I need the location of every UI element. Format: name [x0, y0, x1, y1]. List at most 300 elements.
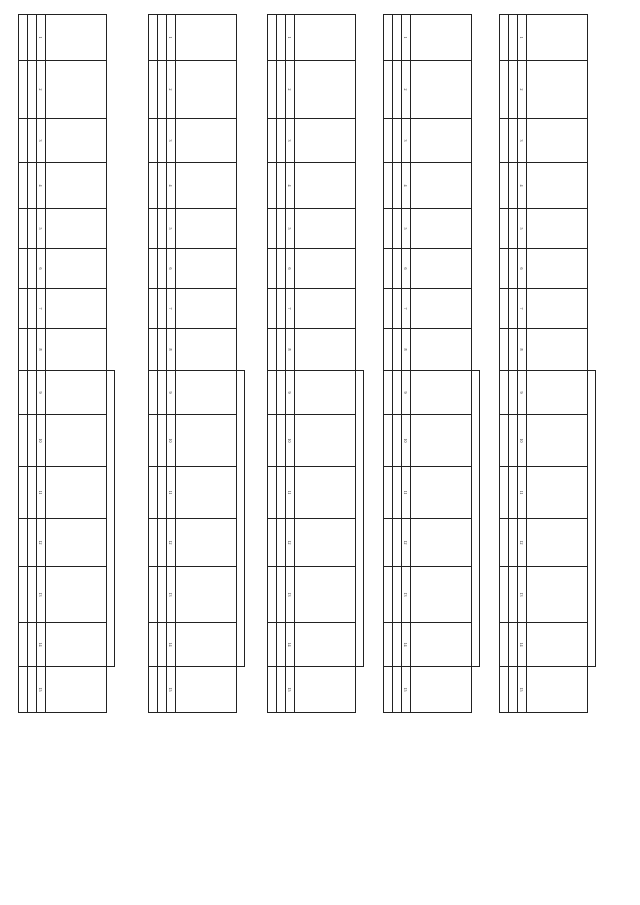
column-number: 10: [402, 415, 411, 467]
table-cell[interactable]: [268, 15, 277, 61]
column-header: [46, 415, 107, 467]
table-cell[interactable]: [19, 119, 28, 163]
table-cell[interactable]: [277, 249, 286, 289]
column-number: 4: [286, 163, 295, 209]
table-cell[interactable]: [384, 119, 393, 163]
column-header: [411, 623, 472, 667]
column-header: [295, 119, 356, 163]
table-cell[interactable]: [277, 667, 286, 713]
column-number: 12: [37, 519, 46, 567]
table-cell[interactable]: [28, 371, 37, 415]
column-header: [411, 15, 472, 61]
column-number: 14: [37, 623, 46, 667]
table-cell[interactable]: [28, 15, 37, 61]
table-cell[interactable]: [268, 329, 277, 371]
column-header: [295, 163, 356, 209]
table-cell[interactable]: [149, 567, 158, 623]
table-cell[interactable]: [500, 371, 509, 415]
column-header: [411, 289, 472, 329]
column-header: [176, 329, 237, 371]
table-cell[interactable]: [19, 371, 28, 415]
table-cell[interactable]: [384, 415, 393, 467]
table-cell[interactable]: [28, 61, 37, 119]
table-cell[interactable]: [268, 209, 277, 249]
column-header: [46, 371, 107, 415]
column-number: 1: [286, 15, 295, 61]
table-cell[interactable]: [19, 329, 28, 371]
table-cell[interactable]: [277, 467, 286, 519]
column-number: 5: [402, 209, 411, 249]
table-cell[interactable]: [19, 519, 28, 567]
table-cell[interactable]: [500, 61, 509, 119]
column-number: 8: [167, 329, 176, 371]
table-cell[interactable]: [28, 289, 37, 329]
table-cell[interactable]: [268, 61, 277, 119]
table-cell[interactable]: [500, 467, 509, 519]
table-cell[interactable]: [393, 249, 402, 289]
table-cell[interactable]: [149, 289, 158, 329]
column-number: 14: [402, 623, 411, 667]
table-cell[interactable]: [277, 209, 286, 249]
column-number: 13: [37, 567, 46, 623]
column-header: [46, 623, 107, 667]
table-cell[interactable]: [158, 519, 167, 567]
table-cell[interactable]: [158, 119, 167, 163]
column-number: 2: [402, 61, 411, 119]
column-header: [176, 163, 237, 209]
table-cell[interactable]: [277, 163, 286, 209]
table-cell[interactable]: [149, 329, 158, 371]
table-cell[interactable]: [28, 329, 37, 371]
group-header: [107, 371, 115, 667]
column-number: 13: [402, 567, 411, 623]
table-cell[interactable]: [28, 467, 37, 519]
table-cell[interactable]: [19, 289, 28, 329]
column-number: 10: [167, 415, 176, 467]
column-number: 3: [37, 119, 46, 163]
column-header: [295, 567, 356, 623]
column-number: 9: [402, 371, 411, 415]
table-cell[interactable]: [268, 289, 277, 329]
table-cell[interactable]: [19, 249, 28, 289]
table-cell[interactable]: [28, 163, 37, 209]
table-cell[interactable]: [509, 623, 518, 667]
column-header: [176, 249, 237, 289]
table-row: [158, 15, 167, 713]
column-header: [176, 289, 237, 329]
column-header: [46, 467, 107, 519]
column-number: 12: [286, 519, 295, 567]
column-number: 9: [37, 371, 46, 415]
column-header: [295, 61, 356, 119]
table-cell[interactable]: [500, 623, 509, 667]
column-header: [411, 371, 472, 415]
column-number: 2: [518, 61, 527, 119]
table-cell[interactable]: [509, 249, 518, 289]
column-header: [527, 329, 588, 371]
column-number: 9: [167, 371, 176, 415]
table-row: [500, 15, 509, 713]
table-cell[interactable]: [28, 623, 37, 667]
table-row: [149, 15, 158, 713]
column-header: [527, 249, 588, 289]
column-number: 13: [518, 567, 527, 623]
table-cell[interactable]: [500, 415, 509, 467]
table-cell[interactable]: [509, 567, 518, 623]
table-cell[interactable]: [158, 329, 167, 371]
column-header: [46, 289, 107, 329]
table-cell[interactable]: [393, 329, 402, 371]
column-number: 2: [37, 61, 46, 119]
table-row: [393, 15, 402, 713]
table-cell[interactable]: [509, 163, 518, 209]
column-number: 9: [518, 371, 527, 415]
column-header: [411, 567, 472, 623]
table-cell[interactable]: [28, 667, 37, 713]
column-number: 12: [167, 519, 176, 567]
column-number: 2: [286, 61, 295, 119]
table-cell[interactable]: [28, 567, 37, 623]
column-number: 15: [286, 667, 295, 713]
column-header: [295, 329, 356, 371]
table-row: [384, 15, 393, 713]
table-cell[interactable]: [158, 15, 167, 61]
table-cell[interactable]: [393, 415, 402, 467]
column-header: [411, 467, 472, 519]
table-cell[interactable]: [509, 289, 518, 329]
table-cell[interactable]: [268, 415, 277, 467]
table-cell[interactable]: [149, 209, 158, 249]
table-cell[interactable]: [19, 15, 28, 61]
column-number: 6: [518, 249, 527, 289]
table-cell[interactable]: [393, 61, 402, 119]
column-number: 1: [518, 15, 527, 61]
table-cell[interactable]: [19, 61, 28, 119]
column-number: 11: [402, 467, 411, 519]
column-header: [295, 415, 356, 467]
table-cell[interactable]: [500, 15, 509, 61]
column-header: [527, 15, 588, 61]
table-cell[interactable]: [268, 519, 277, 567]
column-number: 15: [402, 667, 411, 713]
column-number: 15: [167, 667, 176, 713]
column-number: 10: [518, 415, 527, 467]
table-cell[interactable]: [149, 61, 158, 119]
table-row: [509, 15, 518, 713]
table-cell[interactable]: [28, 519, 37, 567]
column-header: [295, 249, 356, 289]
table-cell[interactable]: [268, 163, 277, 209]
column-header: [411, 667, 472, 713]
table-cell[interactable]: [277, 119, 286, 163]
column-number: 3: [286, 119, 295, 163]
column-header: [527, 519, 588, 567]
table-cell[interactable]: [277, 567, 286, 623]
table-cell[interactable]: [19, 467, 28, 519]
column-header: [46, 61, 107, 119]
table-cell[interactable]: [158, 567, 167, 623]
column-header: [176, 209, 237, 249]
table-cell[interactable]: [268, 667, 277, 713]
analysis-table: [499, 14, 596, 713]
column-header: [295, 371, 356, 415]
column-header: [46, 667, 107, 713]
column-number: 15: [518, 667, 527, 713]
table-cell[interactable]: [393, 15, 402, 61]
table-cell[interactable]: [509, 329, 518, 371]
table-cell[interactable]: [28, 415, 37, 467]
table-cell[interactable]: [384, 467, 393, 519]
column-header: [527, 163, 588, 209]
column-header: [46, 519, 107, 567]
table-cell[interactable]: [149, 415, 158, 467]
column-number: 4: [402, 163, 411, 209]
column-header: [527, 289, 588, 329]
table-cell[interactable]: [509, 519, 518, 567]
table-cell[interactable]: [393, 519, 402, 567]
column-number: 4: [37, 163, 46, 209]
table-cell[interactable]: [158, 209, 167, 249]
column-header: [295, 667, 356, 713]
table-cell[interactable]: [277, 371, 286, 415]
table-cell[interactable]: [384, 289, 393, 329]
table-cell[interactable]: [277, 329, 286, 371]
table-cell[interactable]: [158, 371, 167, 415]
table-cell[interactable]: [500, 119, 509, 163]
column-number: 3: [167, 119, 176, 163]
table-cell[interactable]: [158, 415, 167, 467]
table-cell[interactable]: [19, 415, 28, 467]
table-cell[interactable]: [500, 667, 509, 713]
column-header: [176, 667, 237, 713]
analysis-table: [383, 14, 480, 713]
table-cell[interactable]: [158, 163, 167, 209]
column-header: [527, 119, 588, 163]
column-number: 11: [286, 467, 295, 519]
column-header: [295, 289, 356, 329]
column-header: [527, 209, 588, 249]
table-cell[interactable]: [19, 567, 28, 623]
column-number: 5: [37, 209, 46, 249]
column-header: [411, 163, 472, 209]
column-number: 8: [286, 329, 295, 371]
table-cell[interactable]: [393, 289, 402, 329]
table-cell[interactable]: [19, 623, 28, 667]
column-number: 3: [402, 119, 411, 163]
table-cell[interactable]: [384, 329, 393, 371]
table-cell[interactable]: [277, 61, 286, 119]
table-cell[interactable]: [268, 623, 277, 667]
table-cell[interactable]: [384, 623, 393, 667]
table-cell[interactable]: [384, 667, 393, 713]
table-cell[interactable]: [28, 209, 37, 249]
column-number: 1: [37, 15, 46, 61]
column-number: 7: [167, 289, 176, 329]
table-row: [19, 15, 28, 713]
table-cell[interactable]: [19, 209, 28, 249]
table-cell[interactable]: [277, 519, 286, 567]
table-cell[interactable]: [393, 163, 402, 209]
table-row: [268, 15, 277, 713]
table-cell[interactable]: [384, 163, 393, 209]
column-header: [176, 415, 237, 467]
table-cell[interactable]: [149, 467, 158, 519]
column-header: [176, 15, 237, 61]
column-number: 14: [167, 623, 176, 667]
column-number: 7: [402, 289, 411, 329]
table-cell[interactable]: [158, 667, 167, 713]
table-cell[interactable]: [393, 567, 402, 623]
table-cell[interactable]: [149, 249, 158, 289]
table-cell[interactable]: [384, 249, 393, 289]
column-header: [176, 519, 237, 567]
table-cell[interactable]: [149, 667, 158, 713]
group-header: [588, 371, 596, 667]
column-header: [527, 467, 588, 519]
table-cell[interactable]: [19, 667, 28, 713]
table-cell[interactable]: [268, 249, 277, 289]
table-cell[interactable]: [393, 209, 402, 249]
table-cell[interactable]: [500, 519, 509, 567]
column-number: 5: [286, 209, 295, 249]
column-number: 14: [286, 623, 295, 667]
table-cell[interactable]: [158, 61, 167, 119]
column-header: [411, 119, 472, 163]
column-number: 4: [167, 163, 176, 209]
column-header: [46, 119, 107, 163]
table-row: [277, 15, 286, 713]
column-number: 6: [402, 249, 411, 289]
table-cell[interactable]: [384, 15, 393, 61]
table-cell[interactable]: [384, 371, 393, 415]
table-row: [28, 15, 37, 713]
table-cell[interactable]: [393, 623, 402, 667]
table-cell[interactable]: [509, 667, 518, 713]
table-cell[interactable]: [277, 15, 286, 61]
column-number: 4: [518, 163, 527, 209]
table-cell[interactable]: [509, 467, 518, 519]
table-cell[interactable]: [500, 567, 509, 623]
column-header: [46, 567, 107, 623]
column-header: [527, 567, 588, 623]
table-cell[interactable]: [149, 119, 158, 163]
group-header: [472, 371, 480, 667]
column-header: [295, 15, 356, 61]
table-cell[interactable]: [158, 467, 167, 519]
table-cell[interactable]: [268, 567, 277, 623]
analysis-table: [267, 14, 364, 713]
table-cell[interactable]: [158, 249, 167, 289]
analysis-table: [148, 14, 245, 713]
column-header: [295, 209, 356, 249]
table-cell[interactable]: [393, 667, 402, 713]
column-header: [527, 667, 588, 713]
table-cell[interactable]: [500, 289, 509, 329]
column-header: [176, 371, 237, 415]
table-cell[interactable]: [268, 467, 277, 519]
column-header: [176, 567, 237, 623]
column-number: 12: [402, 519, 411, 567]
table-cell[interactable]: [158, 623, 167, 667]
table-cell[interactable]: [149, 371, 158, 415]
column-number: 10: [37, 415, 46, 467]
table-cell[interactable]: [268, 371, 277, 415]
table-cell[interactable]: [384, 567, 393, 623]
column-header: [411, 209, 472, 249]
table-cell[interactable]: [384, 61, 393, 119]
table-cell[interactable]: [149, 519, 158, 567]
group-header: [237, 371, 245, 667]
table-cell[interactable]: [277, 289, 286, 329]
table-cell[interactable]: [393, 371, 402, 415]
table-cell[interactable]: [149, 163, 158, 209]
table-cell[interactable]: [500, 209, 509, 249]
table-cell[interactable]: [509, 371, 518, 415]
table-cell[interactable]: [277, 415, 286, 467]
table-cell[interactable]: [500, 329, 509, 371]
column-header: [176, 467, 237, 519]
column-number: 7: [37, 289, 46, 329]
column-number: 6: [286, 249, 295, 289]
column-number: 11: [37, 467, 46, 519]
column-number: 3: [518, 119, 527, 163]
column-number: 14: [518, 623, 527, 667]
column-number: 5: [518, 209, 527, 249]
table-cell[interactable]: [19, 163, 28, 209]
table-cell[interactable]: [28, 249, 37, 289]
column-number: 7: [518, 289, 527, 329]
column-number: 11: [518, 467, 527, 519]
table-cell[interactable]: [509, 61, 518, 119]
column-header: [295, 623, 356, 667]
column-number: 9: [286, 371, 295, 415]
table-cell[interactable]: [277, 623, 286, 667]
table-cell[interactable]: [500, 249, 509, 289]
table-cell[interactable]: [500, 163, 509, 209]
column-header: [411, 249, 472, 289]
table-cell[interactable]: [384, 519, 393, 567]
column-number: 13: [286, 567, 295, 623]
column-header: [527, 61, 588, 119]
column-header: [411, 329, 472, 371]
table-cell[interactable]: [149, 623, 158, 667]
column-number: 1: [167, 15, 176, 61]
table-cell[interactable]: [509, 415, 518, 467]
table-cell[interactable]: [509, 119, 518, 163]
column-header: [411, 415, 472, 467]
table-cell[interactable]: [158, 289, 167, 329]
table-cell[interactable]: [509, 209, 518, 249]
column-number: 8: [37, 329, 46, 371]
column-header: [527, 623, 588, 667]
table-cell[interactable]: [268, 119, 277, 163]
table-cell[interactable]: [393, 467, 402, 519]
column-number: 1: [402, 15, 411, 61]
table-cell[interactable]: [28, 119, 37, 163]
column-number: 7: [286, 289, 295, 329]
column-header: [46, 209, 107, 249]
column-number: 2: [167, 61, 176, 119]
column-number: 8: [402, 329, 411, 371]
column-header: [295, 519, 356, 567]
analysis-table: [18, 14, 115, 713]
column-number: 8: [518, 329, 527, 371]
table-cell[interactable]: [149, 15, 158, 61]
table-cell[interactable]: [509, 15, 518, 61]
table-cell[interactable]: [393, 119, 402, 163]
column-number: 13: [167, 567, 176, 623]
table-cell[interactable]: [384, 209, 393, 249]
